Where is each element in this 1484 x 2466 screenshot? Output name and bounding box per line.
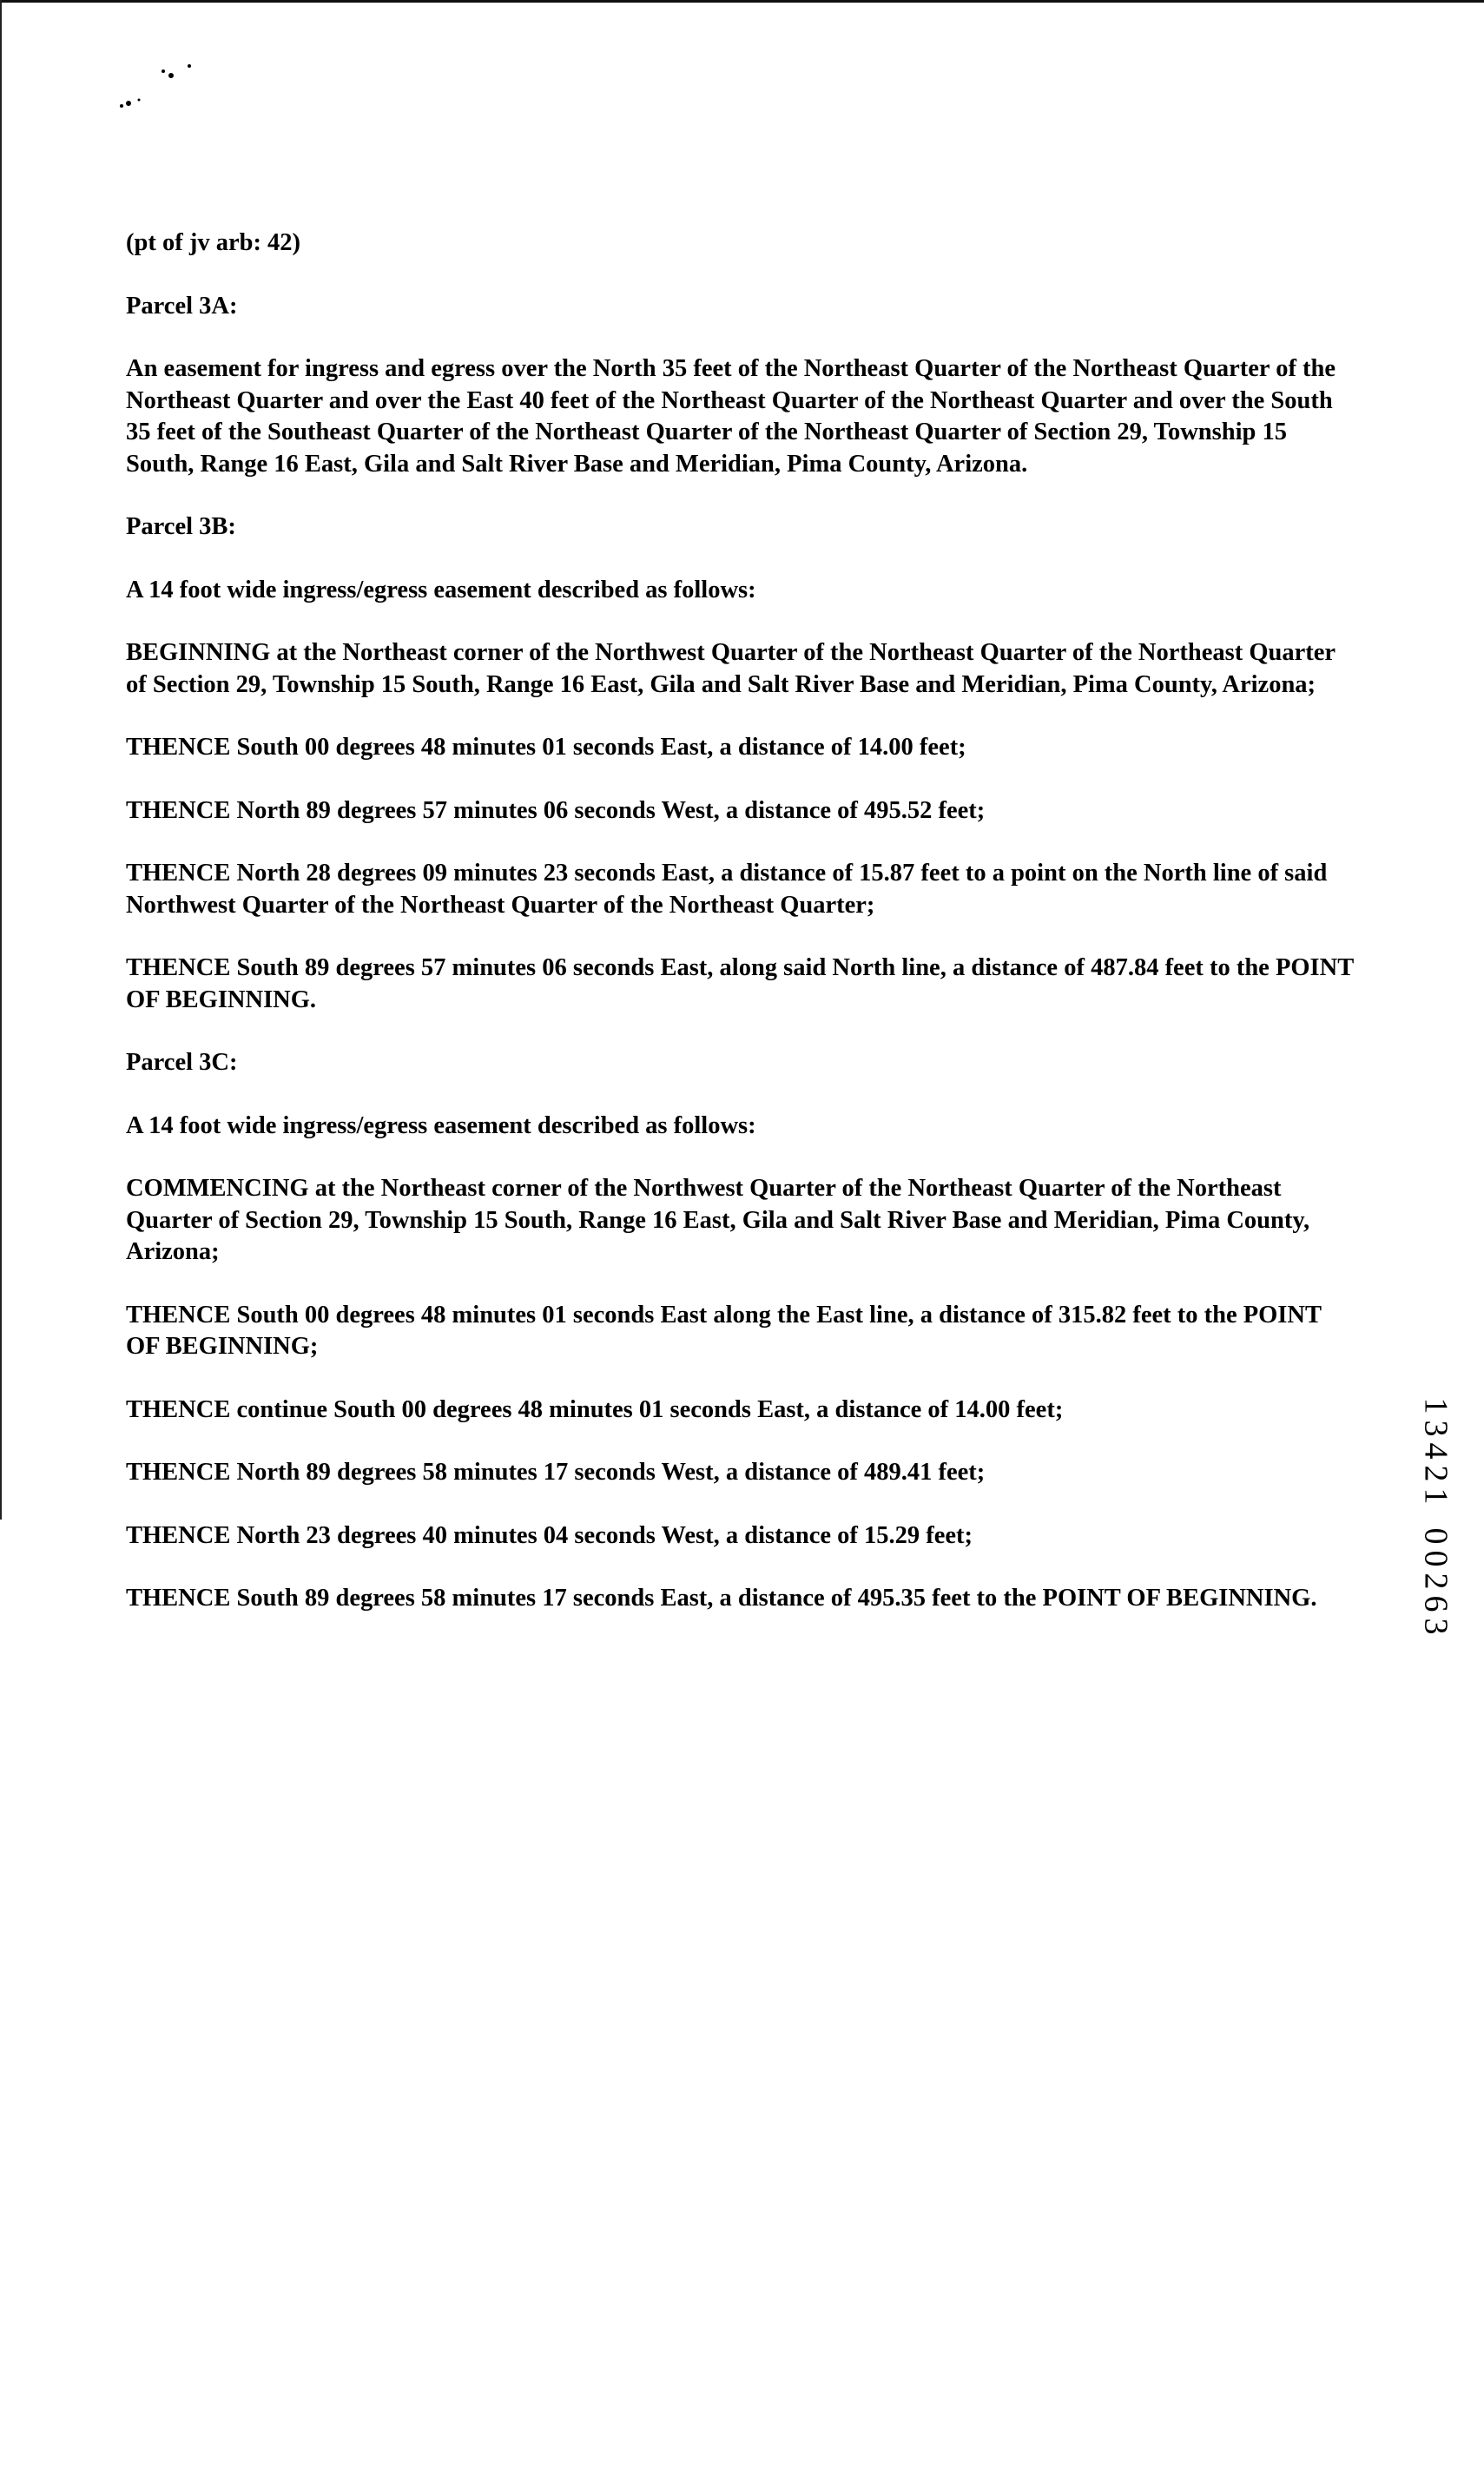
parcel-3c-course-2: THENCE continue South 00 degrees 48 minutes 01 seconds East, a distance of 14.00 feet;: [126, 1395, 1064, 1423]
parcel-3b-intro: A 14 foot wide ingress/egress easement described as follows:: [126, 576, 756, 603]
recording-stamp: [1418, 1395, 1453, 1638]
stamp-digit: 3: [1417, 1420, 1454, 1437]
parcel-3c-course-5: THENCE South 89 degrees 58 minutes 17 seconds East, a distance of 495.35 feet to the POINT OF BEGINNING.: [126, 1585, 1317, 1612]
parcel-3b-course-2: THENCE North 89 degrees 57 minutes 06 seconds West, a distance of 495.52 feet;: [126, 796, 986, 824]
parcel-3b-heading: Parcel 3B:: [126, 513, 236, 540]
parcel-3b-course-3: THENCE North 28 degrees 09 minutes 23 seconds East, a distance of 15.87 feet to a point on the North line of said Northwest Quarter of the Northeast Quarter of the Northeast Quarter;: [126, 860, 1328, 919]
stamp-digit: 2: [1417, 1465, 1454, 1482]
stamp-digit: 2: [1417, 1573, 1454, 1590]
parcel-3c-heading: Parcel 3C:: [126, 1049, 238, 1076]
parcel-3c-commencing: COMMENCING at the Northeast corner of the Northwest Quarter of the Northeast Quarter of the Northeast Quarter of Section 29, Township 15 South, Range 16 East, Gila and Salt River Base and Meridian, Pima County, Arizona;: [126, 1175, 1310, 1265]
stamp-digit: 6: [1417, 1595, 1454, 1612]
stamp-digit: 1: [1417, 1397, 1454, 1414]
parcel-3c-course-4: THENCE North 23 degrees 40 minutes 04 seconds West, a distance of 15.29 feet;: [126, 1521, 973, 1549]
stamp-digit: 1: [1417, 1487, 1454, 1505]
stamp-digit: 0: [1417, 1550, 1454, 1567]
legal-description: [126, 227, 1359, 1646]
parcel-3c-intro: A 14 foot wide ingress/egress easement described as follows:: [126, 1111, 756, 1139]
parcel-3b-course-4: THENCE South 89 degrees 57 minutes 06 seconds East, along said North line, a distance of 487.84 feet to the POINT OF BEGINNING.: [126, 954, 1354, 1013]
page-left-edge: [0, 0, 2, 1520]
parcel-3b-beginning: BEGINNING at the Northeast corner of the Northwest Quarter of the Northeast Quarter of the Northeast Quarter of Section 29, Township 15 South, Range 16 East, Gila and Salt River Base and Meridian, Pima County, Arizona;: [126, 639, 1336, 698]
stamp-digit: 4: [1417, 1442, 1454, 1460]
page-top-border: [0, 0, 1484, 3]
scan-specks: [87, 61, 200, 130]
reference-line: (pt of jv arb: 42): [126, 229, 301, 256]
stamp-digit: 0: [1417, 1527, 1454, 1545]
parcel-3c-course-3: THENCE North 89 degrees 58 minutes 17 seconds West, a distance of 489.41 feet;: [126, 1459, 986, 1486]
parcel-3a-description: An easement for ingress and egress over the North 35 feet of the Northeast Quarter of the Northeast Quarter of the Northeast Quarter and over the East 40 feet of the Northeast Quarter of the Northeast Quarter and over the South 35 feet of the Southeast Quarter of the Northeast Quarter of the Northeast Quarter of Section 29, Township 15 South, Range 16 East, Gila and Salt River Base and Meridian, Pima County, Arizona.: [126, 355, 1336, 478]
parcel-3a-heading: Parcel 3A:: [126, 292, 238, 320]
parcel-3c-course-1: THENCE South 00 degrees 48 minutes 01 seconds East along the East line, a distance of 315.82 feet to the POINT OF BEGINNING;: [126, 1301, 1322, 1360]
parcel-3b-course-1: THENCE South 00 degrees 48 minutes 01 seconds East, a distance of 14.00 feet;: [126, 734, 966, 761]
stamp-digit: 3: [1417, 1618, 1454, 1635]
